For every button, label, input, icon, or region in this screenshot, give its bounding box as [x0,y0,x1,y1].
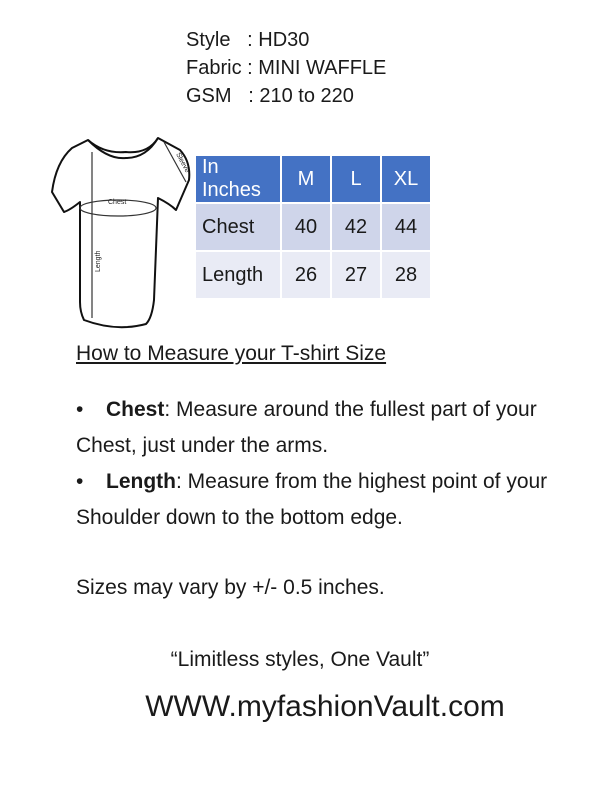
website-url: WWW.myfashionVault.com [145,690,505,723]
style-spec: Style : HD30 [186,29,310,51]
table-cell: 26 [282,252,330,298]
bullet-continuation: Chest, just under the arms. [76,434,329,457]
how-to-measure-heading: How to Measure your T-shirt Size [76,342,387,365]
bullet-continuation: Shoulder down to the bottom edge. [76,506,403,529]
fabric-spec: Fabric : MINI WAFFLE [186,57,387,79]
bullet-icon: • [76,398,84,421]
bullet-icon: • [76,470,84,493]
row-label-chest: Chest [196,204,280,250]
table-row [196,204,430,250]
table-header-row [196,156,430,202]
header-cell-unit: In Inches [196,156,280,202]
measure-instructions [76,392,576,536]
table-cell: 42 [332,204,380,250]
size-chart-table [194,154,432,300]
bullet-term: Chest [106,398,165,421]
bullet-text: : Measure from the highest point of your [175,470,548,493]
header-cell-xl: XL [382,156,430,202]
table-cell: 40 [282,204,330,250]
chest-diagram-label: Chest [108,199,127,206]
table-cell: 28 [382,252,430,298]
length-diagram-label: Length [95,250,102,272]
header-cell-l: L [332,156,380,202]
gsm-spec: GSM : 210 to 220 [186,85,354,107]
tshirt-outline [52,138,189,327]
row-label-length: Length [196,252,280,298]
brand-slogan: “Limitless styles, One Vault” [170,648,430,671]
product-specs [186,26,386,110]
table-row [196,252,430,298]
size-variance-note: Sizes may vary by +/- 0.5 inches. [76,576,385,599]
bullet-item-length [76,464,576,500]
table-cell: 44 [382,204,430,250]
bullet-term: Length [106,470,176,493]
header-cell-m: M [282,156,330,202]
table-cell: 27 [332,252,380,298]
bullet-text: : Measure around the fullest part of your [164,398,537,421]
bullet-item-chest [76,392,576,428]
sleeve-diagram-label: Sleeve [174,151,191,174]
tshirt-diagram [46,132,196,332]
